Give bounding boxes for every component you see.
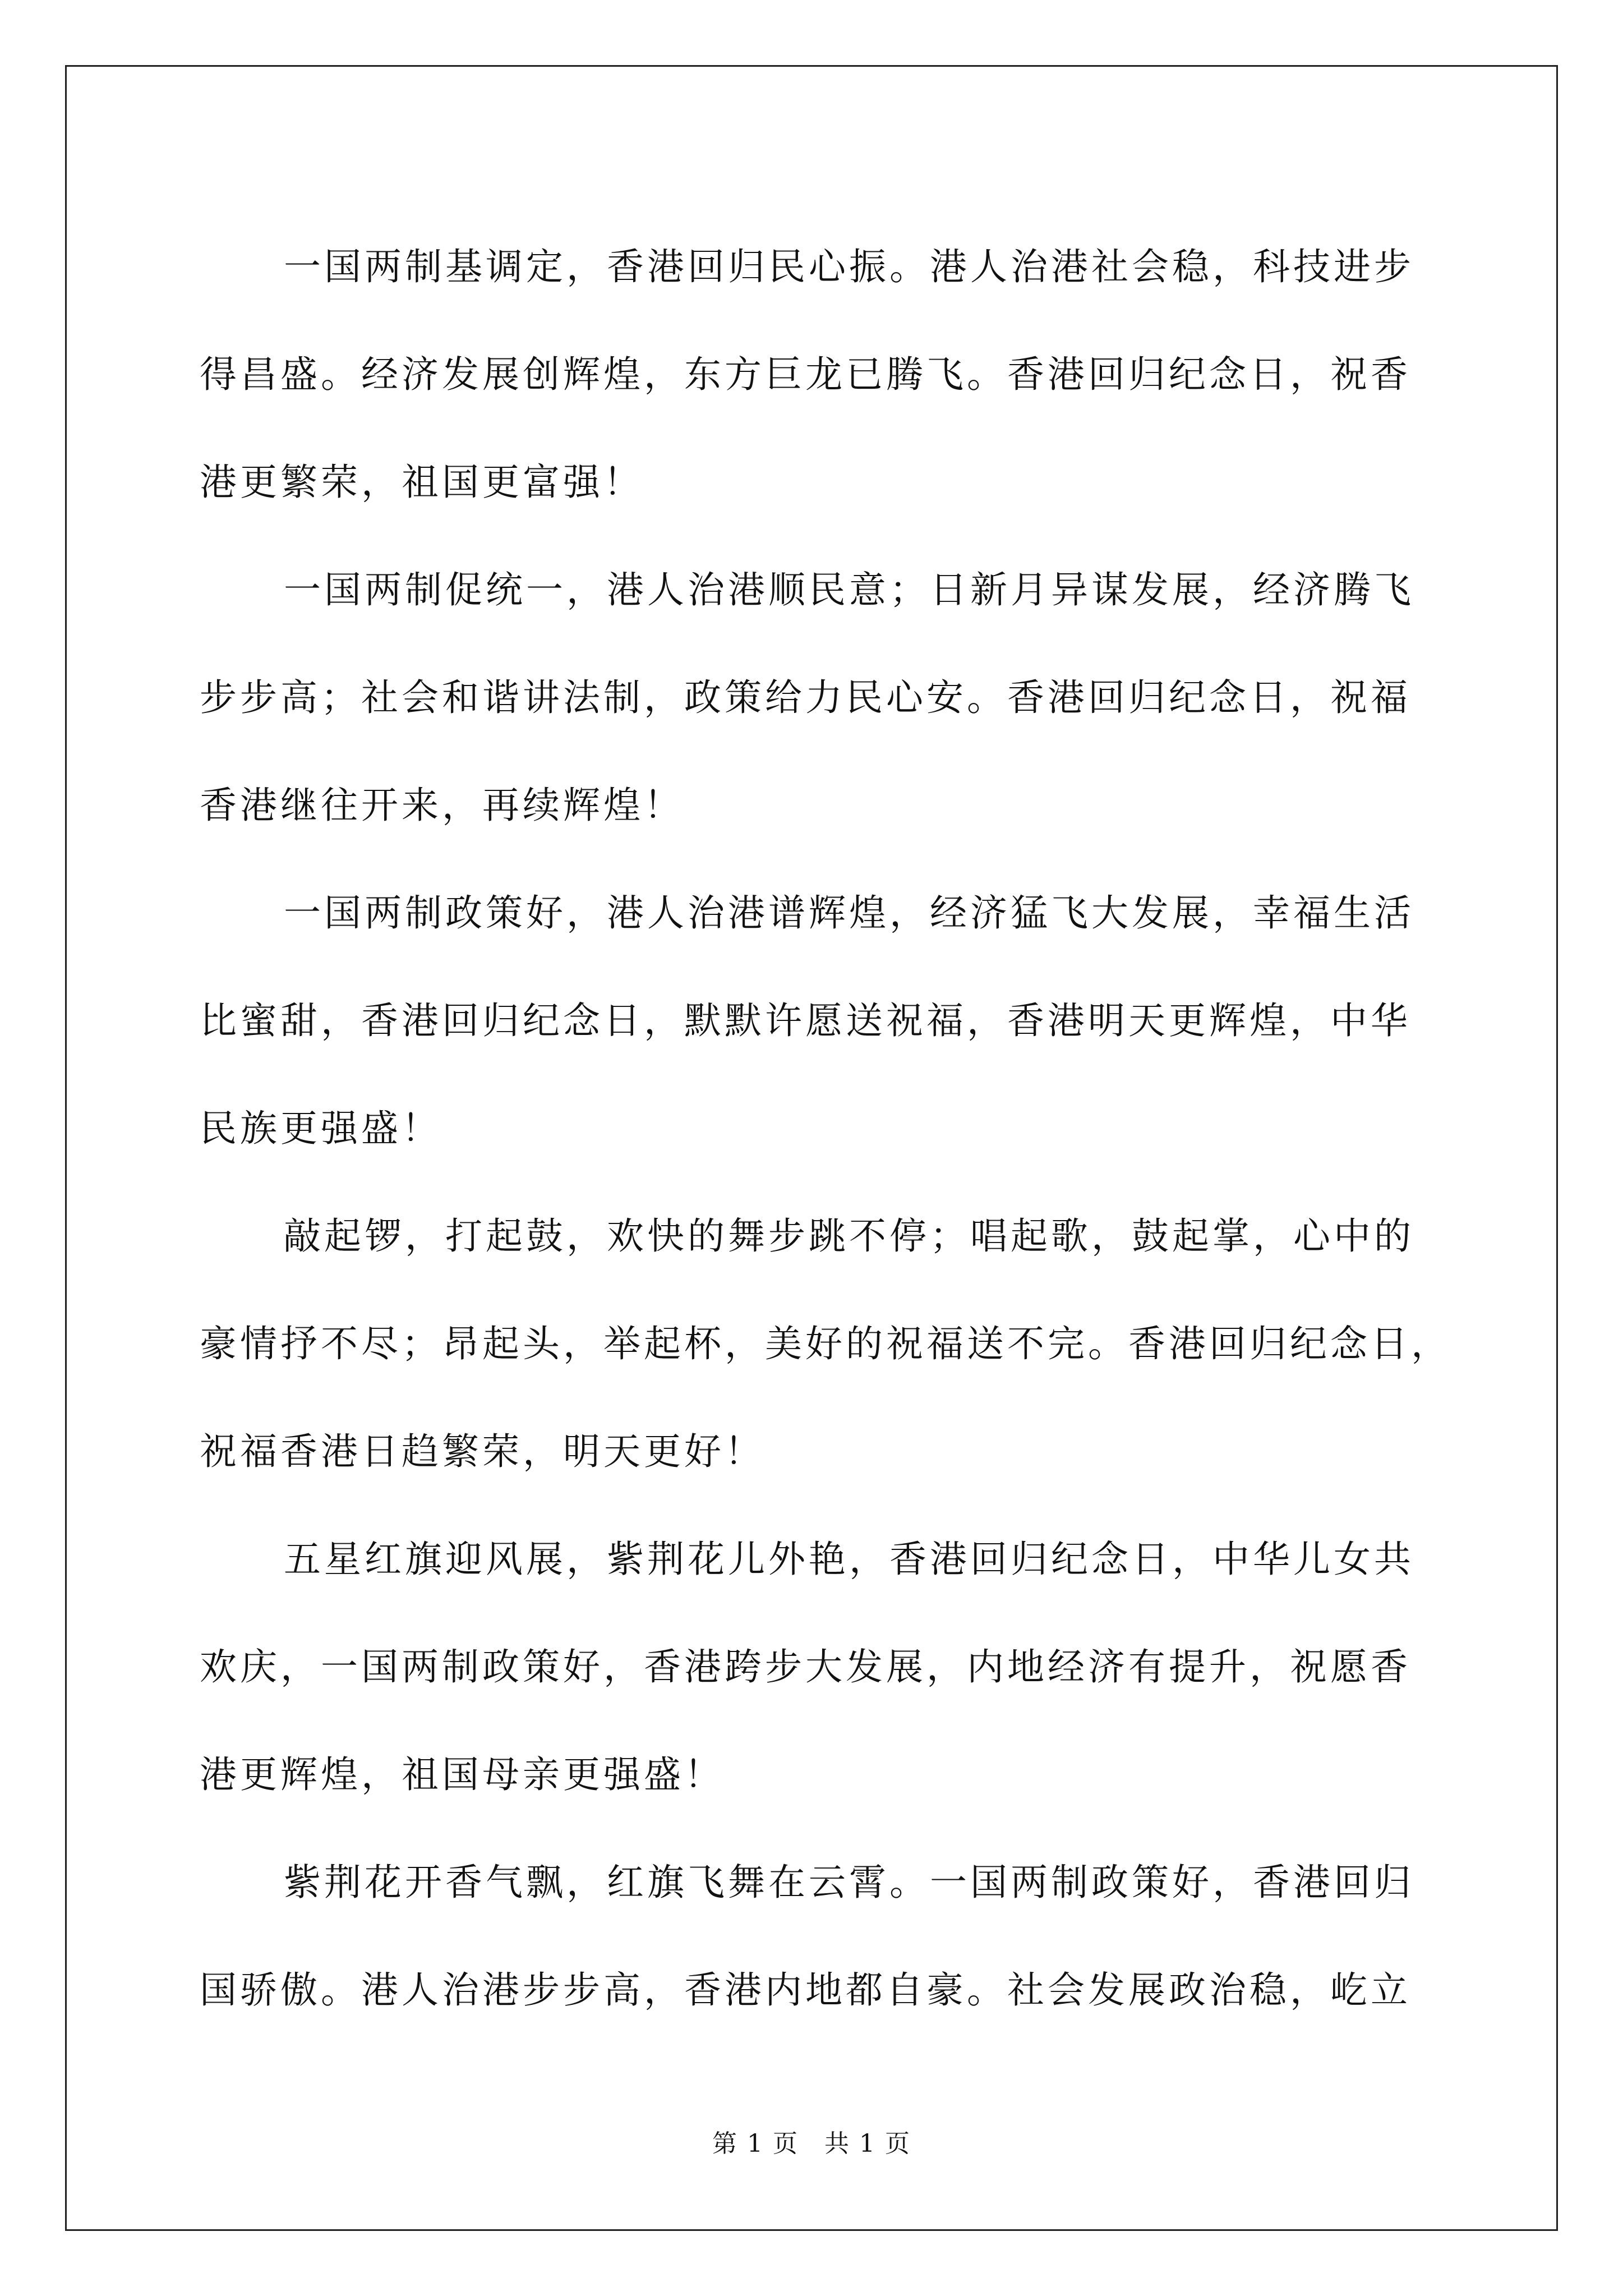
text-line: 五星红旗迎风展，紫荆花儿外艳，香港回归纪念日，中华儿女共 xyxy=(284,1538,1414,1581)
text-line: 敲起锣，打起鼓，欢快的舞步跳不停；唱起歌，鼓起掌，心中的 xyxy=(284,1214,1414,1258)
text-line: 一国两制政策好，港人治港谱辉煌，经济猛飞大发展，幸福生活 xyxy=(284,891,1414,935)
page-number: 第 1 页 共 1 页 xyxy=(712,2129,911,2158)
paragraph-5 xyxy=(200,1506,1433,1829)
text-line: 祝福香港日趋繁荣，明天更好！ xyxy=(200,1430,765,1473)
text-line: 国骄傲。港人治港步步高，香港内地都自豪。社会发展政治稳，屹立 xyxy=(200,1968,1411,2012)
text-line: 港更繁荣，祖国更富强！ xyxy=(200,461,644,504)
text-line: 步步高；社会和谐讲法制，政策给力民心安。香港回归纪念日，祝福 xyxy=(200,676,1411,719)
text-line: 紫荆花开香气飘，红旗飞舞在云霄。一国两制政策好，香港回归 xyxy=(284,1861,1414,1904)
text-line: 民族更强盛！ xyxy=(200,1107,442,1150)
paragraph-1 xyxy=(200,213,1433,536)
text-line: 欢庆，一国两制政策好，香港跨步大发展，内地经济有提升，祝愿香 xyxy=(200,1645,1411,1688)
text-line: 得昌盛。经济发展创辉煌，东方巨龙已腾飞。香港回归纪念日，祝香 xyxy=(200,353,1411,396)
text-line: 一国两制基调定，香港回归民心振。港人治港社会稳，科技进步 xyxy=(284,245,1414,288)
paragraph-6 xyxy=(200,1829,1433,2044)
paragraph-4 xyxy=(200,1182,1451,1506)
text-line: 港更辉煌，祖国母亲更强盛！ xyxy=(200,1753,725,1796)
paragraph-3 xyxy=(200,859,1433,1182)
text-line: 一国两制促统一，港人治港顺民意；日新月异谋发展，经济腾飞 xyxy=(284,568,1414,611)
text-line: 豪情抒不尽；昂起头，举起杯，美好的祝福送不完。香港回归纪念日， xyxy=(200,1322,1451,1365)
text-line: 香港继往开来，再续辉煌！ xyxy=(200,784,684,827)
paragraph-2 xyxy=(200,536,1433,859)
page-footer xyxy=(0,2127,1623,2161)
text-line: 比蜜甜，香港回归纪念日，默默许愿送祝福，香港明天更辉煌，中华 xyxy=(200,999,1411,1042)
document-body xyxy=(200,213,1451,2044)
